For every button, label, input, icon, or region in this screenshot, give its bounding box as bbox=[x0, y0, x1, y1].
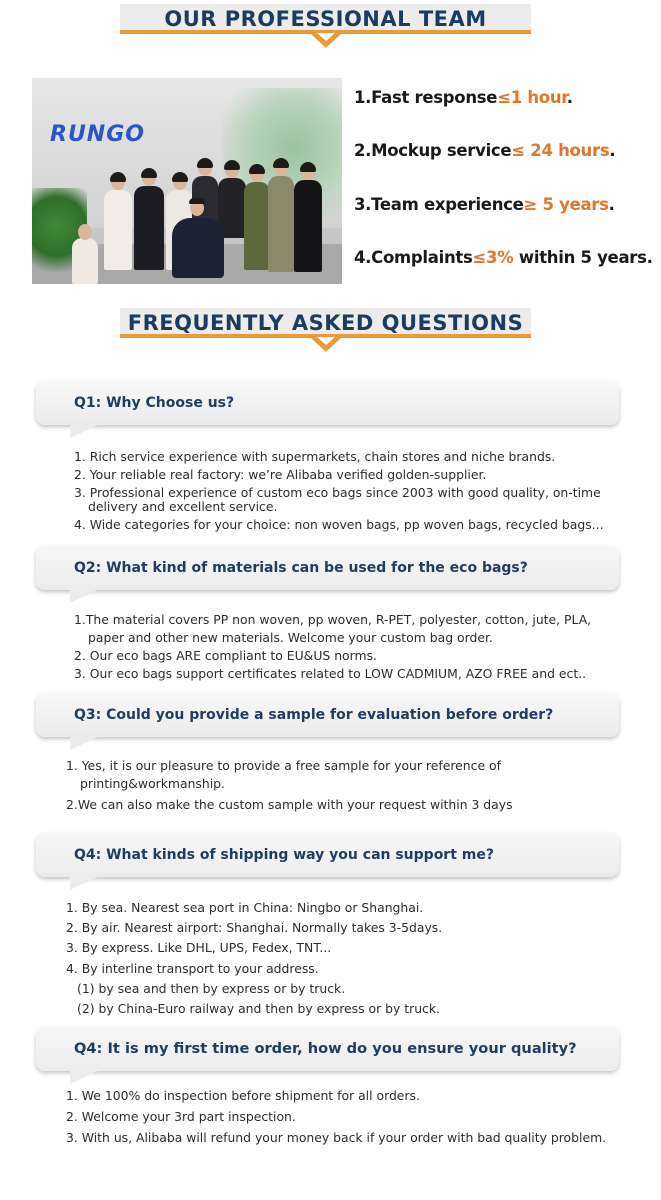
chevron-down-icon bbox=[310, 33, 342, 48]
chevron-down-icon bbox=[310, 337, 342, 352]
team-section-banner bbox=[120, 4, 531, 34]
faq-answer-2 bbox=[74, 611, 634, 683]
faq-answer-5 bbox=[66, 1085, 626, 1148]
stat-team-experience: 3.Team experience≥ 5 years. bbox=[354, 195, 615, 214]
faq-question-1: Q1: Why Choose us? bbox=[36, 381, 619, 425]
list-item: 1. We 100% do inspection before shipment for all orders. bbox=[66, 1088, 420, 1103]
list-item: 1.The material covers PP non woven, pp woven, R-PET, polyester, cotton, jute, PLA, bbox=[74, 612, 592, 627]
list-item: 3. Professional experience of custom eco bags since 2003 with good quality, on-time bbox=[74, 485, 601, 500]
list-item: 3. By express. Like DHL, UPS, Fedex, TNT... bbox=[66, 940, 332, 955]
team-section-title: OUR PROFESSIONAL TEAM bbox=[164, 7, 487, 31]
list-item: printing&workmanship. bbox=[80, 776, 225, 791]
list-item: 2. Welcome your 3rd part inspection. bbox=[66, 1109, 296, 1124]
list-item: 1. By sea. Nearest sea port in China: Ningbo or Shanghai. bbox=[66, 900, 424, 915]
faq-question-2: Q2: What kind of materials can be used for the eco bags? bbox=[36, 546, 619, 590]
list-item: paper and other new materials. Welcome your custom bag order. bbox=[88, 630, 493, 645]
faq-section-banner bbox=[120, 308, 531, 338]
list-item: (2) by China-Euro railway and then by express or by truck. bbox=[77, 1001, 440, 1016]
company-logo: RUNGO bbox=[50, 122, 145, 147]
list-item: 4. Wide categories for your choice: non woven bags, pp woven bags, recycled bags... bbox=[74, 517, 604, 532]
list-item: 3. With us, Alibaba will refund your money back if your order with bad quality problem. bbox=[66, 1130, 607, 1145]
faq-question-3: Q3: Could you provide a sample for evaluation before order? bbox=[36, 693, 619, 737]
stat-mockup-service: 2.Mockup service≤ 24 hours. bbox=[354, 141, 616, 160]
list-item: 2. By air. Nearest airport: Shanghai. Normally takes 3-5days. bbox=[66, 920, 443, 935]
faq-section-title: FREQUENTLY ASKED QUESTIONS bbox=[127, 311, 524, 335]
list-item: 1. Yes, it is our pleasure to provide a free sample for your reference of bbox=[66, 758, 501, 773]
stat-fast-response: 1.Fast response≤1 hour. bbox=[354, 88, 573, 107]
list-item: 1. Rich service experience with supermarkets, chain stores and niche brands. bbox=[74, 449, 556, 464]
faq-question-5: Q4: It is my first time order, how do you ensure your quality? bbox=[36, 1027, 619, 1071]
list-item: 3. Our eco bags support certificates related to LOW CADMIUM, AZO FREE and ect.. bbox=[74, 666, 587, 681]
faq-question-4: Q4: What kinds of shipping way you can support me? bbox=[36, 833, 619, 877]
list-item: 2.We can also make the custom sample with your request within 3 days bbox=[66, 797, 513, 812]
faq-answer-4 bbox=[66, 898, 626, 1019]
list-item: (1) by sea and then by express or by truck. bbox=[77, 981, 346, 996]
list-item: 2. Your reliable real factory: we’re Alibaba verified golden-supplier. bbox=[74, 467, 487, 482]
faq-answer-1 bbox=[74, 448, 634, 534]
list-item: 4. By interline transport to your address. bbox=[66, 961, 319, 976]
stat-complaints: 4.Complaints≤3% within 5 years. bbox=[354, 248, 653, 267]
list-item: delivery and excellent service. bbox=[88, 499, 278, 514]
team-photo bbox=[32, 78, 342, 284]
list-item: 2. Our eco bags ARE compliant to EU&US norms. bbox=[74, 648, 377, 663]
faq-answer-3 bbox=[66, 757, 626, 814]
